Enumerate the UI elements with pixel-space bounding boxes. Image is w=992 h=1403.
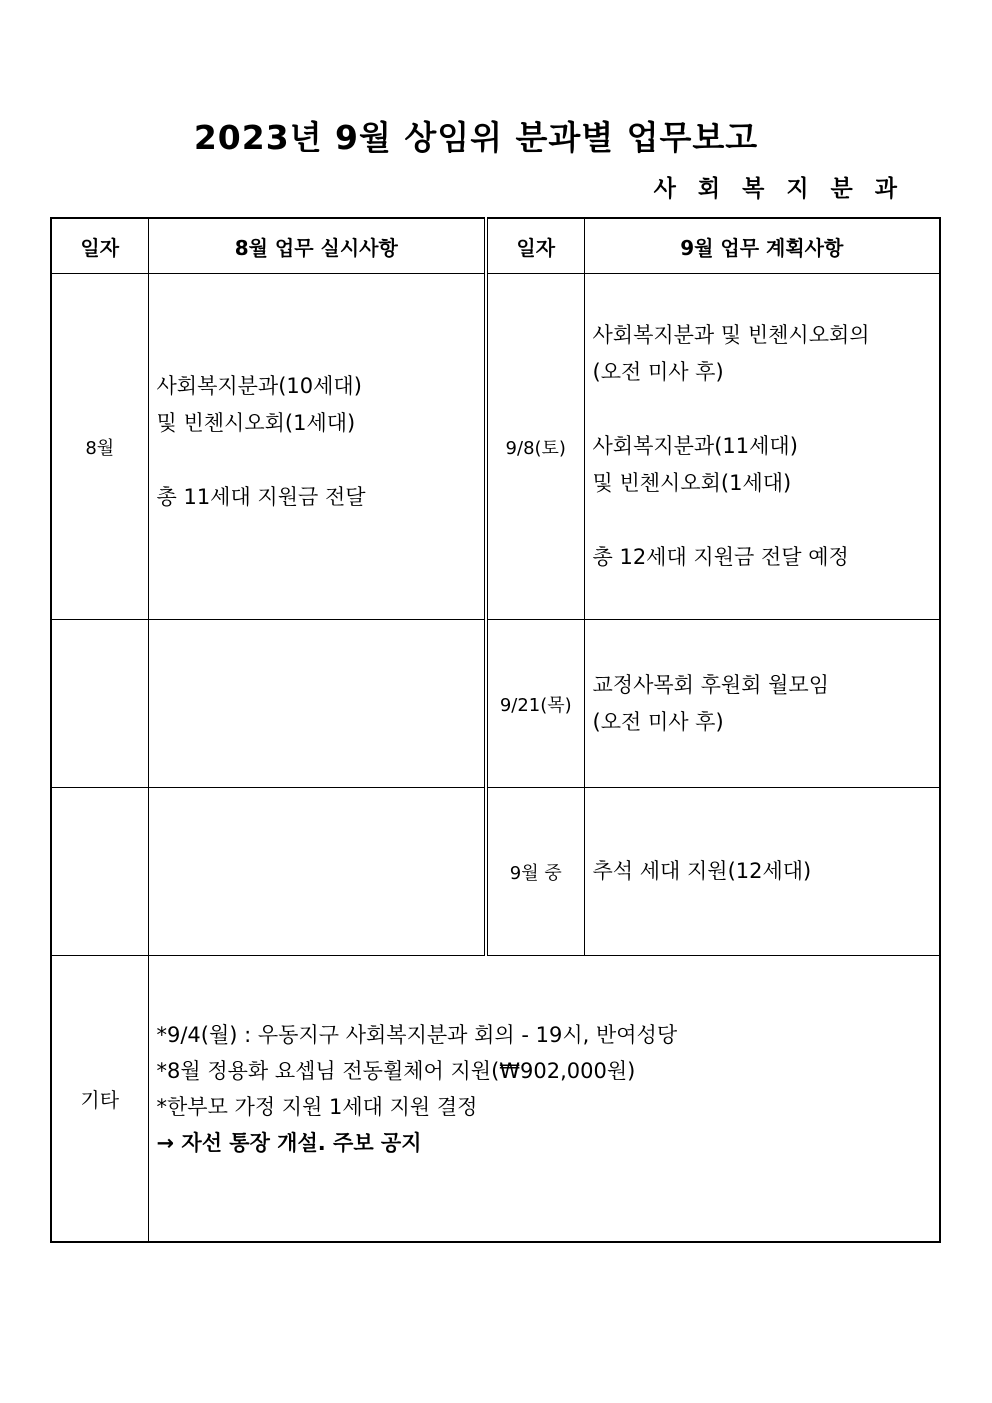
header-september-plans: 9월 업무 계획사항 (584, 218, 940, 274)
content-line: 추석 세대 지원(12세대) (592, 859, 812, 884)
row3-august-content (148, 788, 486, 956)
content-line: 사회복지분과(10세대) (156, 373, 362, 398)
misc-row (51, 956, 940, 1242)
row3-left-date (51, 788, 148, 956)
content-line: (오전 미사 후) (592, 360, 724, 385)
row1-right-date: 9/8(토) (486, 274, 584, 620)
content-line: 총 11세대 지원금 전달 (156, 484, 366, 509)
table-row (51, 788, 940, 956)
content-line: 교정사목회 후원회 월모임 (592, 672, 829, 697)
row1-september-content (584, 274, 940, 620)
content-line: 총 12세대 지원금 전달 예정 (592, 545, 849, 570)
content-line: 및 빈첸시오회(1세대) (156, 410, 356, 435)
content-line: 사회복지분과 및 빈첸시오회의 (592, 323, 870, 348)
header-august-tasks: 8월 업무 실시사항 (148, 218, 486, 274)
misc-content (148, 956, 940, 1242)
table-row (51, 620, 940, 788)
report-table (50, 217, 941, 1243)
row2-september-content (584, 620, 940, 788)
misc-line: *9/4(월) : 우동지구 사회복지분과 회의 - 19시, 반여성당 (156, 1022, 678, 1047)
header-date-left: 일자 (51, 218, 148, 274)
department-name: 사 회 복 지 분 과 (653, 176, 904, 202)
header-date-right: 일자 (486, 218, 584, 274)
row1-left-date: 8월 (51, 274, 148, 620)
header-row (51, 218, 940, 274)
misc-line-arrow: → 자선 통장 개설. 주보 공지 (156, 1130, 422, 1155)
row2-right-date: 9/21(목) (486, 620, 584, 788)
content-line: (오전 미사 후) (592, 709, 724, 734)
document-title: 2023년 9월 상임위 분과별 업무보고 (193, 118, 759, 157)
row2-august-content (148, 620, 486, 788)
row1-august-content (148, 274, 486, 620)
misc-line: *8월 정용화 요셉님 전동휠체어 지원(₩902,000원) (156, 1058, 636, 1083)
misc-label: 기타 (51, 956, 148, 1242)
content-line: 사회복지분과(11세대) (592, 434, 798, 459)
row3-september-content (584, 788, 940, 956)
table-row (51, 274, 940, 620)
row2-left-date (51, 620, 148, 788)
row3-right-date: 9월 중 (486, 788, 584, 956)
misc-line: *한부모 가정 지원 1세대 지원 결정 (156, 1094, 478, 1119)
content-line: 및 빈첸시오회(1세대) (592, 471, 792, 496)
